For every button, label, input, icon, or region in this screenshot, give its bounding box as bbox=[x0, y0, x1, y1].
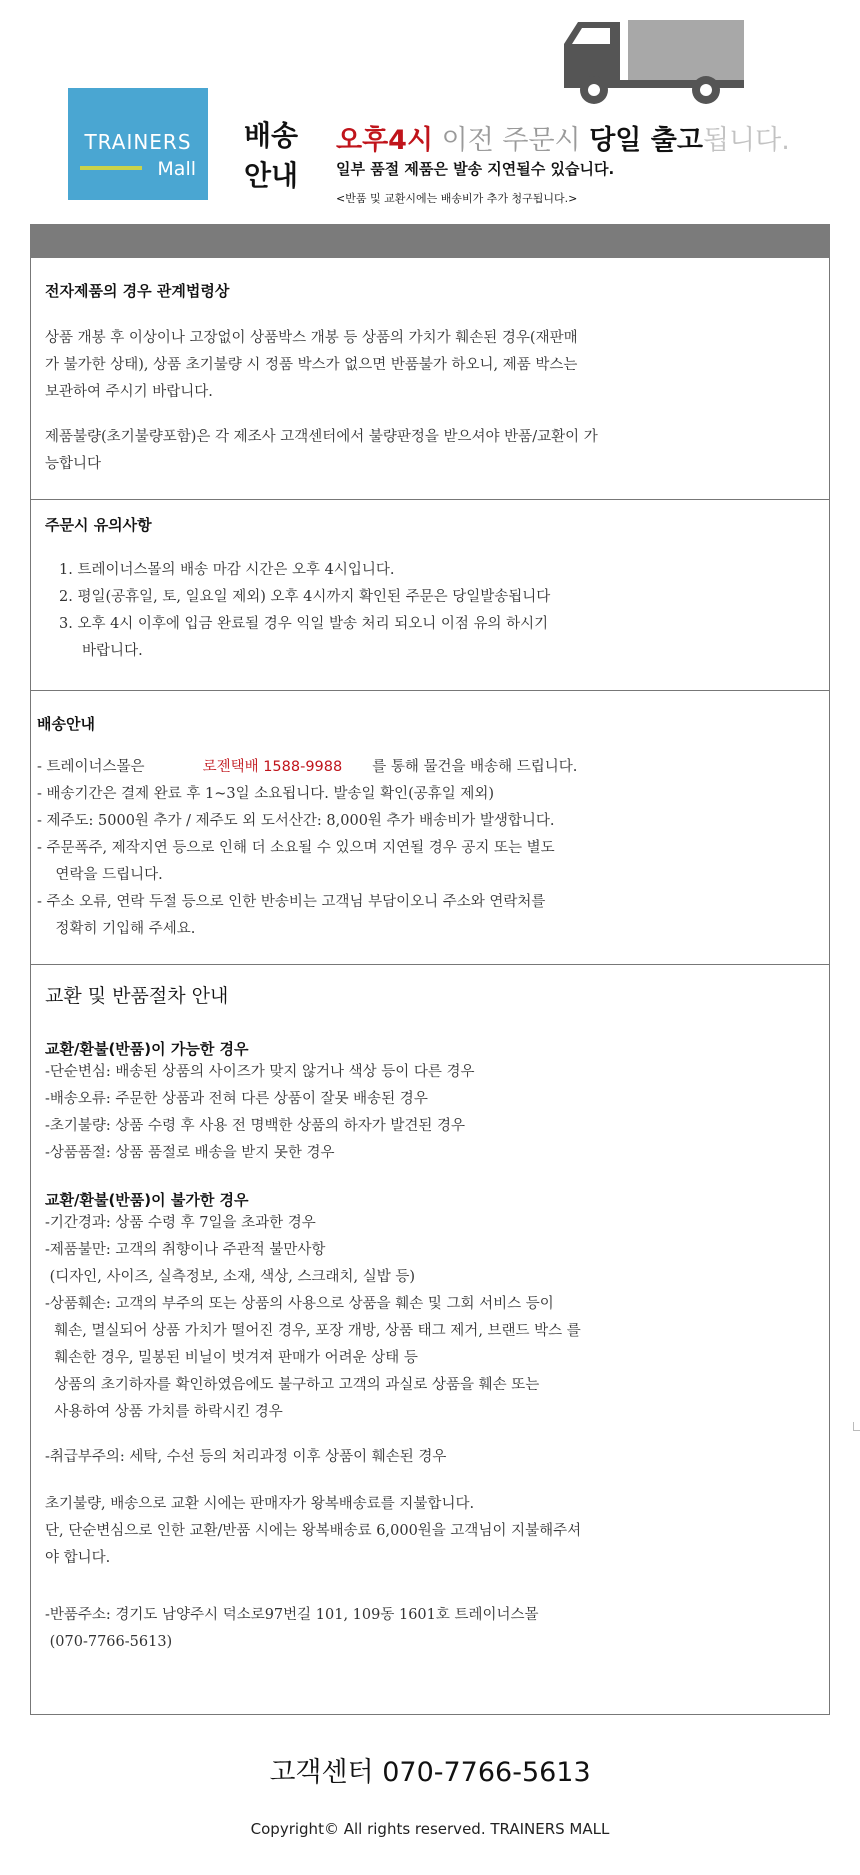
header-title-line1: 배송 bbox=[244, 119, 299, 152]
returns-impossible-title: 교환/환불(반품)이 불가한 경우 bbox=[45, 1191, 249, 1209]
returns-possible-item: -초기불량: 상품 수령 후 사용 전 명백한 상품의 하자가 발견된 경우 bbox=[45, 1118, 466, 1134]
shipping-section bbox=[30, 690, 830, 966]
order-notes-section bbox=[30, 499, 830, 692]
returns-fee-line: 야 합니다. bbox=[45, 1550, 111, 1566]
returns-possible-item: -배송오류: 주문한 상품과 전혀 다른 상품이 잘못 배송된 경우 bbox=[45, 1091, 428, 1107]
order-note-item: 바랍니다. bbox=[59, 643, 143, 659]
shipping-line-pre: - 트레이너스몰은 bbox=[37, 759, 145, 775]
notice-tail: 됩니다. bbox=[702, 125, 790, 156]
shipping-line: - 배송기간은 결제 완료 후 1~3일 소요됩니다. 발송일 확인(공휴일 제외) bbox=[37, 786, 495, 802]
returns-fee-line: 단, 단순변심으로 인한 교환/반품 시에는 왕복배송료 6,000원을 고객님이 지불해주셔 bbox=[45, 1523, 582, 1539]
shipping-line: 정확히 기입해 주세요. bbox=[37, 921, 196, 937]
header-title-line2: 안내 bbox=[244, 159, 299, 192]
shipping-line: 연락을 드립니다. bbox=[37, 867, 163, 883]
legal-p1-line2: 가 불가한 상태), 상품 초기불량 시 정품 박스가 없으면 반품불가 하오니, 제품 박스는 bbox=[45, 357, 578, 373]
shipping-title: 배송안내 bbox=[37, 715, 95, 733]
notice-time: 오후4시 bbox=[336, 125, 434, 156]
returns-impossible-item: (디자인, 사이즈, 실측정보, 소재, 색상, 스크래치, 실밥 등) bbox=[45, 1269, 415, 1285]
order-note-item: 2. 평일(공휴일, 토, 일요일 제외) 오후 4시까지 확인된 주문은 당일발송됩니다 bbox=[59, 589, 551, 605]
returns-impossible-item: -상품훼손: 고객의 부주의 또는 상품의 사용으로 상품을 훼손 및 그회 서비스 등이 bbox=[45, 1296, 554, 1312]
returns-section bbox=[30, 964, 830, 1715]
legal-p1-line3: 보관하여 주시기 바랍니다. bbox=[45, 384, 213, 400]
returns-impossible-item: 훼손한 경우, 밀봉된 비닐이 벗겨져 판매가 어려운 상태 등 bbox=[45, 1350, 418, 1366]
header-title bbox=[244, 116, 298, 196]
legal-p2-line2: 능합니다 bbox=[45, 456, 102, 472]
content-top-bar bbox=[30, 224, 830, 258]
edge-mark bbox=[853, 1422, 860, 1431]
logo-line2: Mall bbox=[157, 158, 196, 180]
header-fee-notice: <반품 및 교환시에는 배송비가 추가 청구됩니다.> bbox=[336, 192, 578, 205]
returns-possible-item: -상품품절: 상품 품절로 배송을 받지 못한 경우 bbox=[45, 1145, 335, 1161]
legal-p1-line1: 상품 개봉 후 이상이나 고장없이 상품박스 개봉 등 상품의 가치가 훼손된 경우(재판매 bbox=[45, 330, 578, 346]
legal-notice-section bbox=[30, 258, 830, 500]
courier-name: 로젠택배 1588-9988 bbox=[202, 759, 343, 775]
returns-impossible-item: 상품의 초기하자를 확인하였음에도 불구하고 고객의 과실로 상품을 훼손 또는 bbox=[45, 1377, 540, 1393]
returns-impossible-item: -제품불만: 고객의 취향이나 주관적 불만사항 bbox=[45, 1242, 326, 1258]
returns-impossible-item: 훼손, 멸실되어 상품 가치가 떨어진 경우, 포장 개방, 상품 태그 제거, 브랜드 박스 를 bbox=[45, 1323, 581, 1339]
order-notes-title: 주문시 유의사항 bbox=[45, 516, 152, 534]
header-main-notice bbox=[336, 118, 790, 157]
truck-icon bbox=[558, 18, 788, 110]
logo-line1: TRAINERS bbox=[84, 130, 192, 154]
legal-title: 전자제품의 경우 관계법령상 bbox=[45, 282, 230, 300]
notice-mid: 이전 주문시 bbox=[433, 125, 590, 156]
returns-phone: (070-7766-5613) bbox=[45, 1634, 173, 1650]
returns-possible-title: 교환/환불(반품)이 가능한 경우 bbox=[45, 1040, 249, 1058]
header-sub-notice: 일부 품절 제품은 발송 지연될수 있습니다. bbox=[336, 160, 615, 178]
shipping-line: - 주문폭주, 제작지연 등으로 인해 더 소요될 수 있으며 지연될 경우 공지 또는 별도 bbox=[37, 840, 555, 856]
returns-impossible-item: -기간경과: 상품 수령 후 7일을 초과한 경우 bbox=[45, 1215, 316, 1231]
returns-handling: -취급부주의: 세탁, 수선 등의 처리과정 이후 상품이 훼손된 경우 bbox=[45, 1449, 447, 1465]
legal-p2-line1: 제품불량(초기불량포함)은 각 제조사 고객센터에서 불량판정을 받으셔야 반품/교환이 가 bbox=[45, 429, 598, 445]
returns-title: 교환 및 반품절차 안내 bbox=[45, 985, 229, 1007]
order-note-item: 1. 트레이너스몰의 배송 마감 시간은 오후 4시입니다. bbox=[59, 562, 395, 578]
shipping-line-post: 를 통해 물건을 배송해 드립니다. bbox=[372, 759, 578, 775]
trainers-mall-logo bbox=[68, 88, 208, 200]
returns-fee-line: 초기불량, 배송으로 교환 시에는 판매자가 왕복배송료를 지불합니다. bbox=[45, 1496, 475, 1512]
shipping-line-courier bbox=[37, 754, 815, 781]
customer-center: 고객센터 070-7766-5613 bbox=[269, 1757, 591, 1788]
logo-underline bbox=[80, 166, 142, 170]
notice-same-day: 당일 출고 bbox=[589, 125, 703, 156]
shipping-line: - 제주도: 5000원 추가 / 제주도 외 도서산간: 8,000원 추가 배송비가 발생합니다. bbox=[37, 813, 555, 829]
returns-possible-item: -단순변심: 배송된 상품의 사이즈가 맞지 않거나 색상 등이 다른 경우 bbox=[45, 1064, 475, 1080]
returns-impossible-item: 사용하여 상품 가치를 하락시킨 경우 bbox=[45, 1404, 283, 1420]
order-note-item: 3. 오후 4시 이후에 입금 완료될 경우 익일 발송 처리 되오니 이점 유의 하시기 bbox=[59, 616, 549, 632]
returns-address: -반품주소: 경기도 남양주시 덕소로97번길 101, 109동 1601호 트레이너스몰 bbox=[45, 1607, 539, 1623]
shipping-line: - 주소 오류, 연락 두절 등으로 인한 반송비는 고객님 부담이오니 주소와 연락처를 bbox=[37, 894, 546, 910]
copyright: Copyright© All rights reserved. TRAINERS MALL bbox=[250, 1820, 610, 1838]
